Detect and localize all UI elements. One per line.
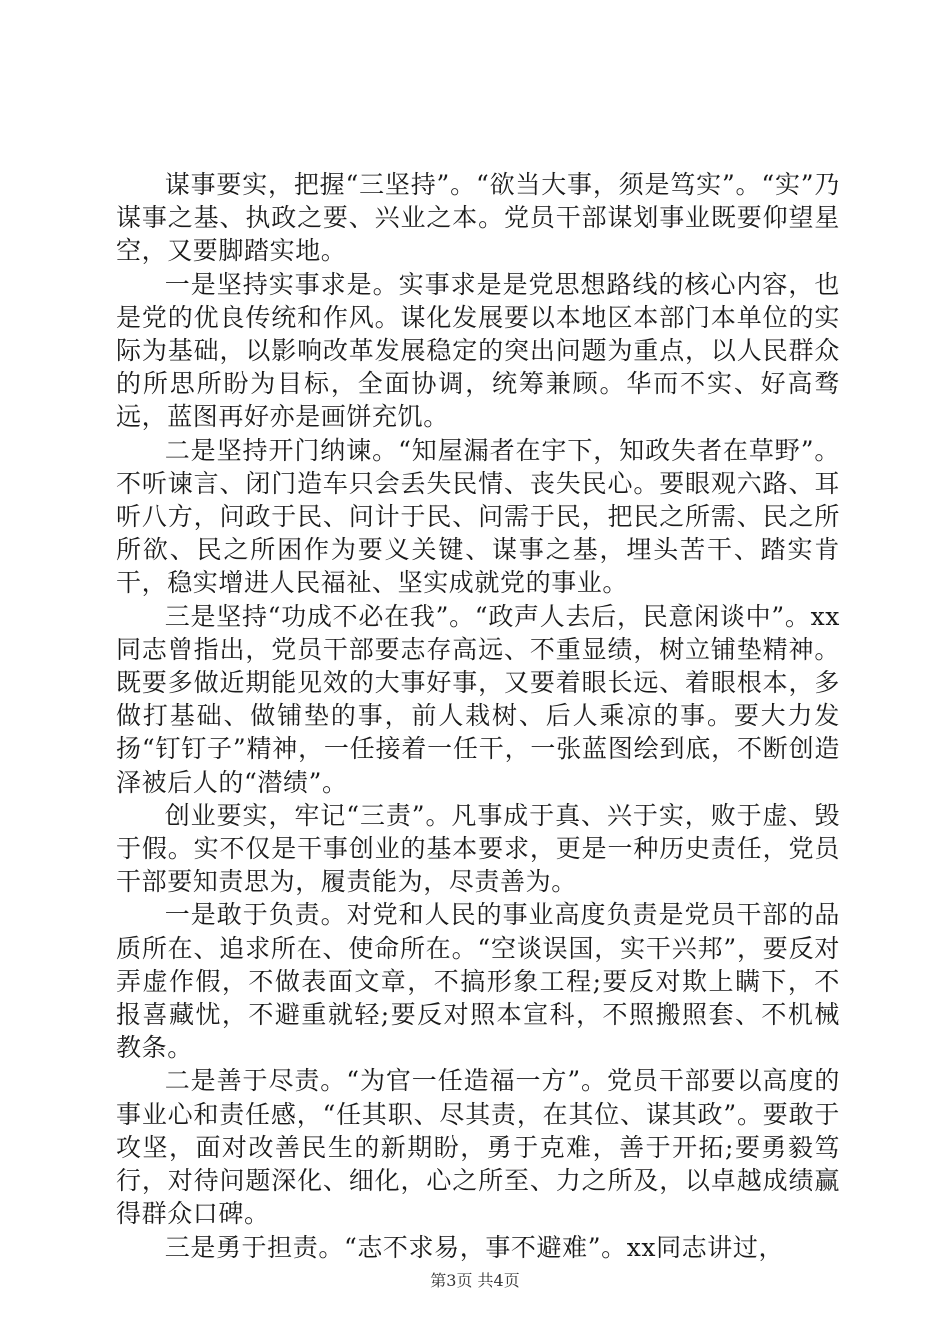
- paragraph: 谋事要实，把握“三坚持”。“欲当大事，须是笃实”。“实”乃谋事之基、执政之要、兴业之本。党员干部谋划事业既要仰望星空，又要脚踏实地。: [116, 170, 840, 266]
- paragraph: 二是坚持开门纳谏。“知屋漏者在宇下，知政失者在草野”。不听谏言、闭门造车只会丢失民情、丧失民心。要眼观六路、耳听八方，问政于民、问计于民、问需于民，把民之所需、民之所所欲、民之所困作为要义关键、谋事之基，埋头苦干、踏实肯干，稳实增进人民福祉、坚实成就党的事业。: [116, 435, 840, 598]
- paragraph: 一是敢于负责。对党和人民的事业高度负责是党员干部的品质所在、追求所在、使命所在。“空谈误国，实干兴邦”，要反对弄虚作假，不做表面文章，不搞形象工程;要反对欺上瞒下，不报喜藏忧，不避重就轻;要反对照本宣科，不照搬照套、不机械教条。: [116, 900, 840, 1063]
- paragraph: 一是坚持实事求是。实事求是是党思想路线的核心内容，也是党的优良传统和作风。谋化发展要以本地区本部门本单位的实际为基础，以影响改革发展稳定的突出问题为重点，以人民群众的所思所盼为目标，全面协调，统筹兼顾。华而不实、好高骛远，蓝图再好亦是画饼充饥。: [116, 269, 840, 432]
- page-number-footer: 第3页 共4页: [430, 1271, 520, 1290]
- paragraph: 三是坚持“功成不必在我”。“政声人去后，民意闲谈中”。xx同志曾指出，党员干部要志存高远、不重显绩，树立铺垫精神。既要多做近期能见效的大事好事，又要着眼长远、着眼根本，多做打基础、做铺垫的事，前人栽树、后人乘凉的事。要大力发扬“钉钉子”精神，一任接着一任干，一张蓝图绘到底，不断创造泽被后人的“潜绩”。: [116, 601, 840, 797]
- document-body: [116, 168, 840, 1264]
- paragraph: 创业要实，牢记“三责”。凡事成于真、兴于实，败于虚、毁于假。实不仅是干事创业的基本要求，更是一种历史责任，党员干部要知责思为，履责能为，尽责善为。: [116, 800, 840, 897]
- paragraph: 二是善于尽责。“为官一任造福一方”。党员干部要以高度的事业心和责任感，“任其职、尽其责，在其位、谋其政”。要敢于攻坚，面对改善民生的新期盼，勇于克难，善于开拓;要勇毅笃行，对待问题深化、细化，心之所至、力之所及，以卓越成绩赢得群众口碑。: [116, 1066, 840, 1229]
- paragraph: 三是勇于担责。“志不求易，事不避难”。xx同志讲过，: [164, 1232, 785, 1262]
